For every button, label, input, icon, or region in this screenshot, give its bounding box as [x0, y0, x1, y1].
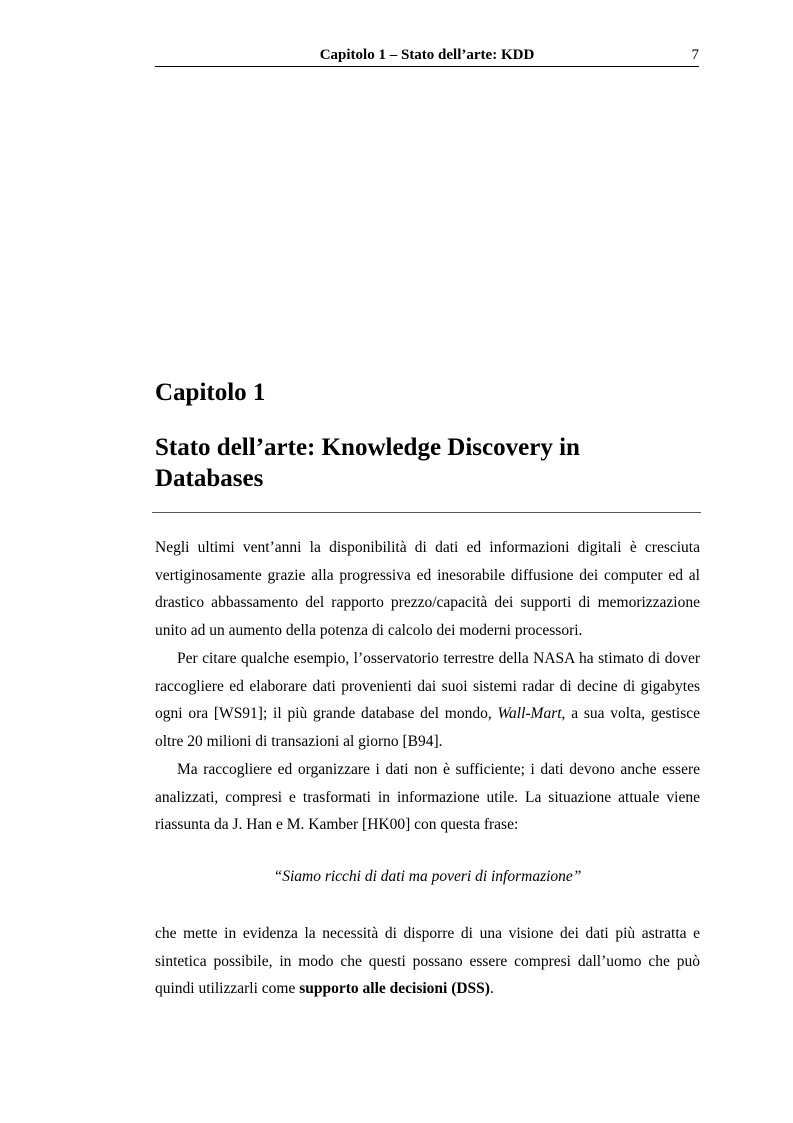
- chapter-title: Stato dell’arte: Knowledge Discovery in Databases: [155, 434, 580, 492]
- paragraph-examples: [155, 645, 700, 755]
- title-divider: [152, 512, 701, 513]
- paragraph-conclusion-text-1: che mette in evidenza la necessità di disporre di una visione dei dati più astratta e sintetica possibile, in modo che questi possano essere compresi dall’uomo che può quindi utilizzarli come: [155, 925, 700, 997]
- paragraph-analysis: Ma raccogliere ed organizzare i dati non è sufficiente; i dati devono anche essere analizzati, compresi e trasformati in informazione utile. La situazione attuale viene riassunta da J. Han e M. Kamber [HK00] con questa frase:: [155, 761, 700, 833]
- quote: “Siamo ricchi di dati ma poveri di informazione”: [273, 868, 582, 885]
- paragraph-examples-text-2: , a sua volta, gestisce oltre 20 milioni di transazioni al giorno [B94].: [155, 705, 700, 750]
- page-number: 7: [691, 47, 699, 63]
- running-header: [155, 46, 699, 67]
- paragraph-examples-text-1: Per citare qualche esempio, l’osservatorio terrestre della NASA ha stimato di dover raccogliere ed elaborare dati provenienti dai suoi sistemi radar di decine di gigabytes ogni ora [WS91]; il più grande database del mondo,: [155, 650, 700, 722]
- paragraph-intro: Negli ultimi vent’anni la disponibilità di dati ed informazioni digitali è cresciuta vertiginosamente grazie alla progressiva ed inesorabile diffusione dei computer ed al drastico abbassamento del rapporto prezzo/capacità dei supporti di memorizzazione unito ad un aumento della potenza di calcolo dei moderni processori.: [155, 539, 700, 639]
- paragraph-conclusion-text-2: .: [489, 980, 494, 997]
- paragraph-conclusion: [155, 920, 700, 1003]
- chapter-label: Capitolo 1: [155, 379, 266, 406]
- dss-term: supporto alle decisioni (DSS): [299, 980, 490, 997]
- header-title: Capitolo 1 – Stato dell’arte: KDD: [319, 47, 535, 63]
- wall-mart-name: Wall-Mart: [497, 705, 562, 722]
